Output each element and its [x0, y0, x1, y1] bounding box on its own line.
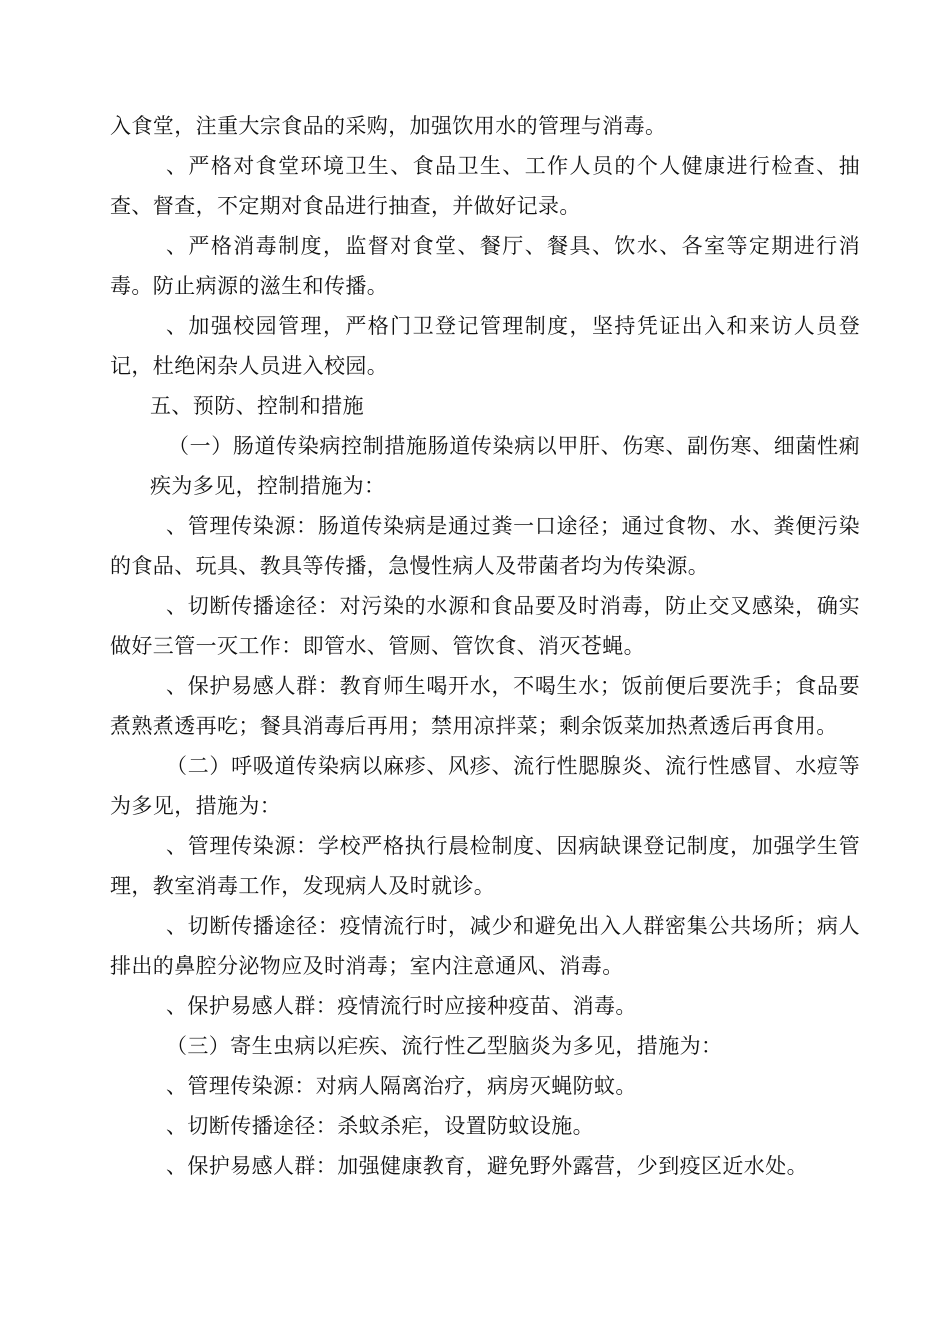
- subsection-intestinal: （一）肠道传染病控制措施肠道传染病以甲肝、伤寒、副伤寒、细菌性痢疾为多见，控制措施为：: [150, 434, 860, 498]
- paragraph-intestinal-protect: 、保护易感人群：教育师生喝开水，不喝生水；饭前便后要洗手；食品要煮熟煮透再吃；餐具消毒后再用；禁用凉拌菜；剩余饭菜加热煮透后再食用。: [110, 674, 860, 738]
- paragraph-parasitic-route: 、切断传播途径：杀蚊杀疟，设置防蚊设施。: [166, 1114, 594, 1138]
- paragraph-disinfection: 、严格消毒制度，监督对食堂、餐厅、餐具、饮水、各室等定期进行消毒。防止病源的滋生和传播。: [110, 234, 860, 298]
- paragraph-campus-management: 、加强校园管理，严格门卫登记管理制度，坚持凭证出入和来访人员登记，杜绝闲杂人员进入校园。: [110, 314, 860, 378]
- paragraph-respiratory-source: 、管理传染源：学校严格执行晨检制度、因病缺课登记制度，加强学生管理，教室消毒工作，发现病人及时就诊。: [110, 834, 860, 898]
- paragraph-canteen-inspection: 、严格对食堂环境卫生、食品卫生、工作人员的个人健康进行检查、抽查、督查，不定期对食品进行抽查，并做好记录。: [110, 154, 860, 218]
- paragraph-parasitic-source: 、管理传染源：对病人隔离治疗，病房灭蝇防蚊。: [166, 1074, 637, 1098]
- paragraph-respiratory-route: 、切断传播途径：疫情流行时，减少和避免出入人群密集公共场所；病人排出的鼻腔分泌物应及时消毒；室内注意通风、消毒。: [110, 914, 860, 978]
- subsection-respiratory: （二）呼吸道传染病以麻疹、风疹、流行性腮腺炎、流行性感冒、水痘等为多见，措施为：: [110, 754, 860, 818]
- paragraph-parasitic-protect: 、保护易感人群：加强健康教育，避免野外露营，少到疫区近水处。: [166, 1154, 808, 1178]
- paragraph-continuation: 入食堂，注重大宗食品的采购，加强饮用水的管理与消毒。: [110, 114, 667, 138]
- subsection-parasitic: （三）寄生虫病以疟疾、流行性乙型脑炎为多见，措施为：: [166, 1034, 723, 1058]
- section-heading-prevention: 五、预防、控制和措施: [150, 394, 364, 418]
- document-body: [110, 106, 860, 1186]
- paragraph-respiratory-protect: 、保护易感人群：疫情流行时应接种疫苗、消毒。: [166, 994, 637, 1018]
- paragraph-intestinal-route: 、切断传播途径：对污染的水源和食品要及时消毒，防止交叉感染，确实做好三管一灭工作：即管水、管厕、管饮食、消灭苍蝇。: [110, 594, 860, 658]
- paragraph-intestinal-source: 、管理传染源：肠道传染病是通过粪一口途径；通过食物、水、粪便污染的食品、玩具、教具等传播，急慢性病人及带菌者均为传染源。: [110, 514, 860, 578]
